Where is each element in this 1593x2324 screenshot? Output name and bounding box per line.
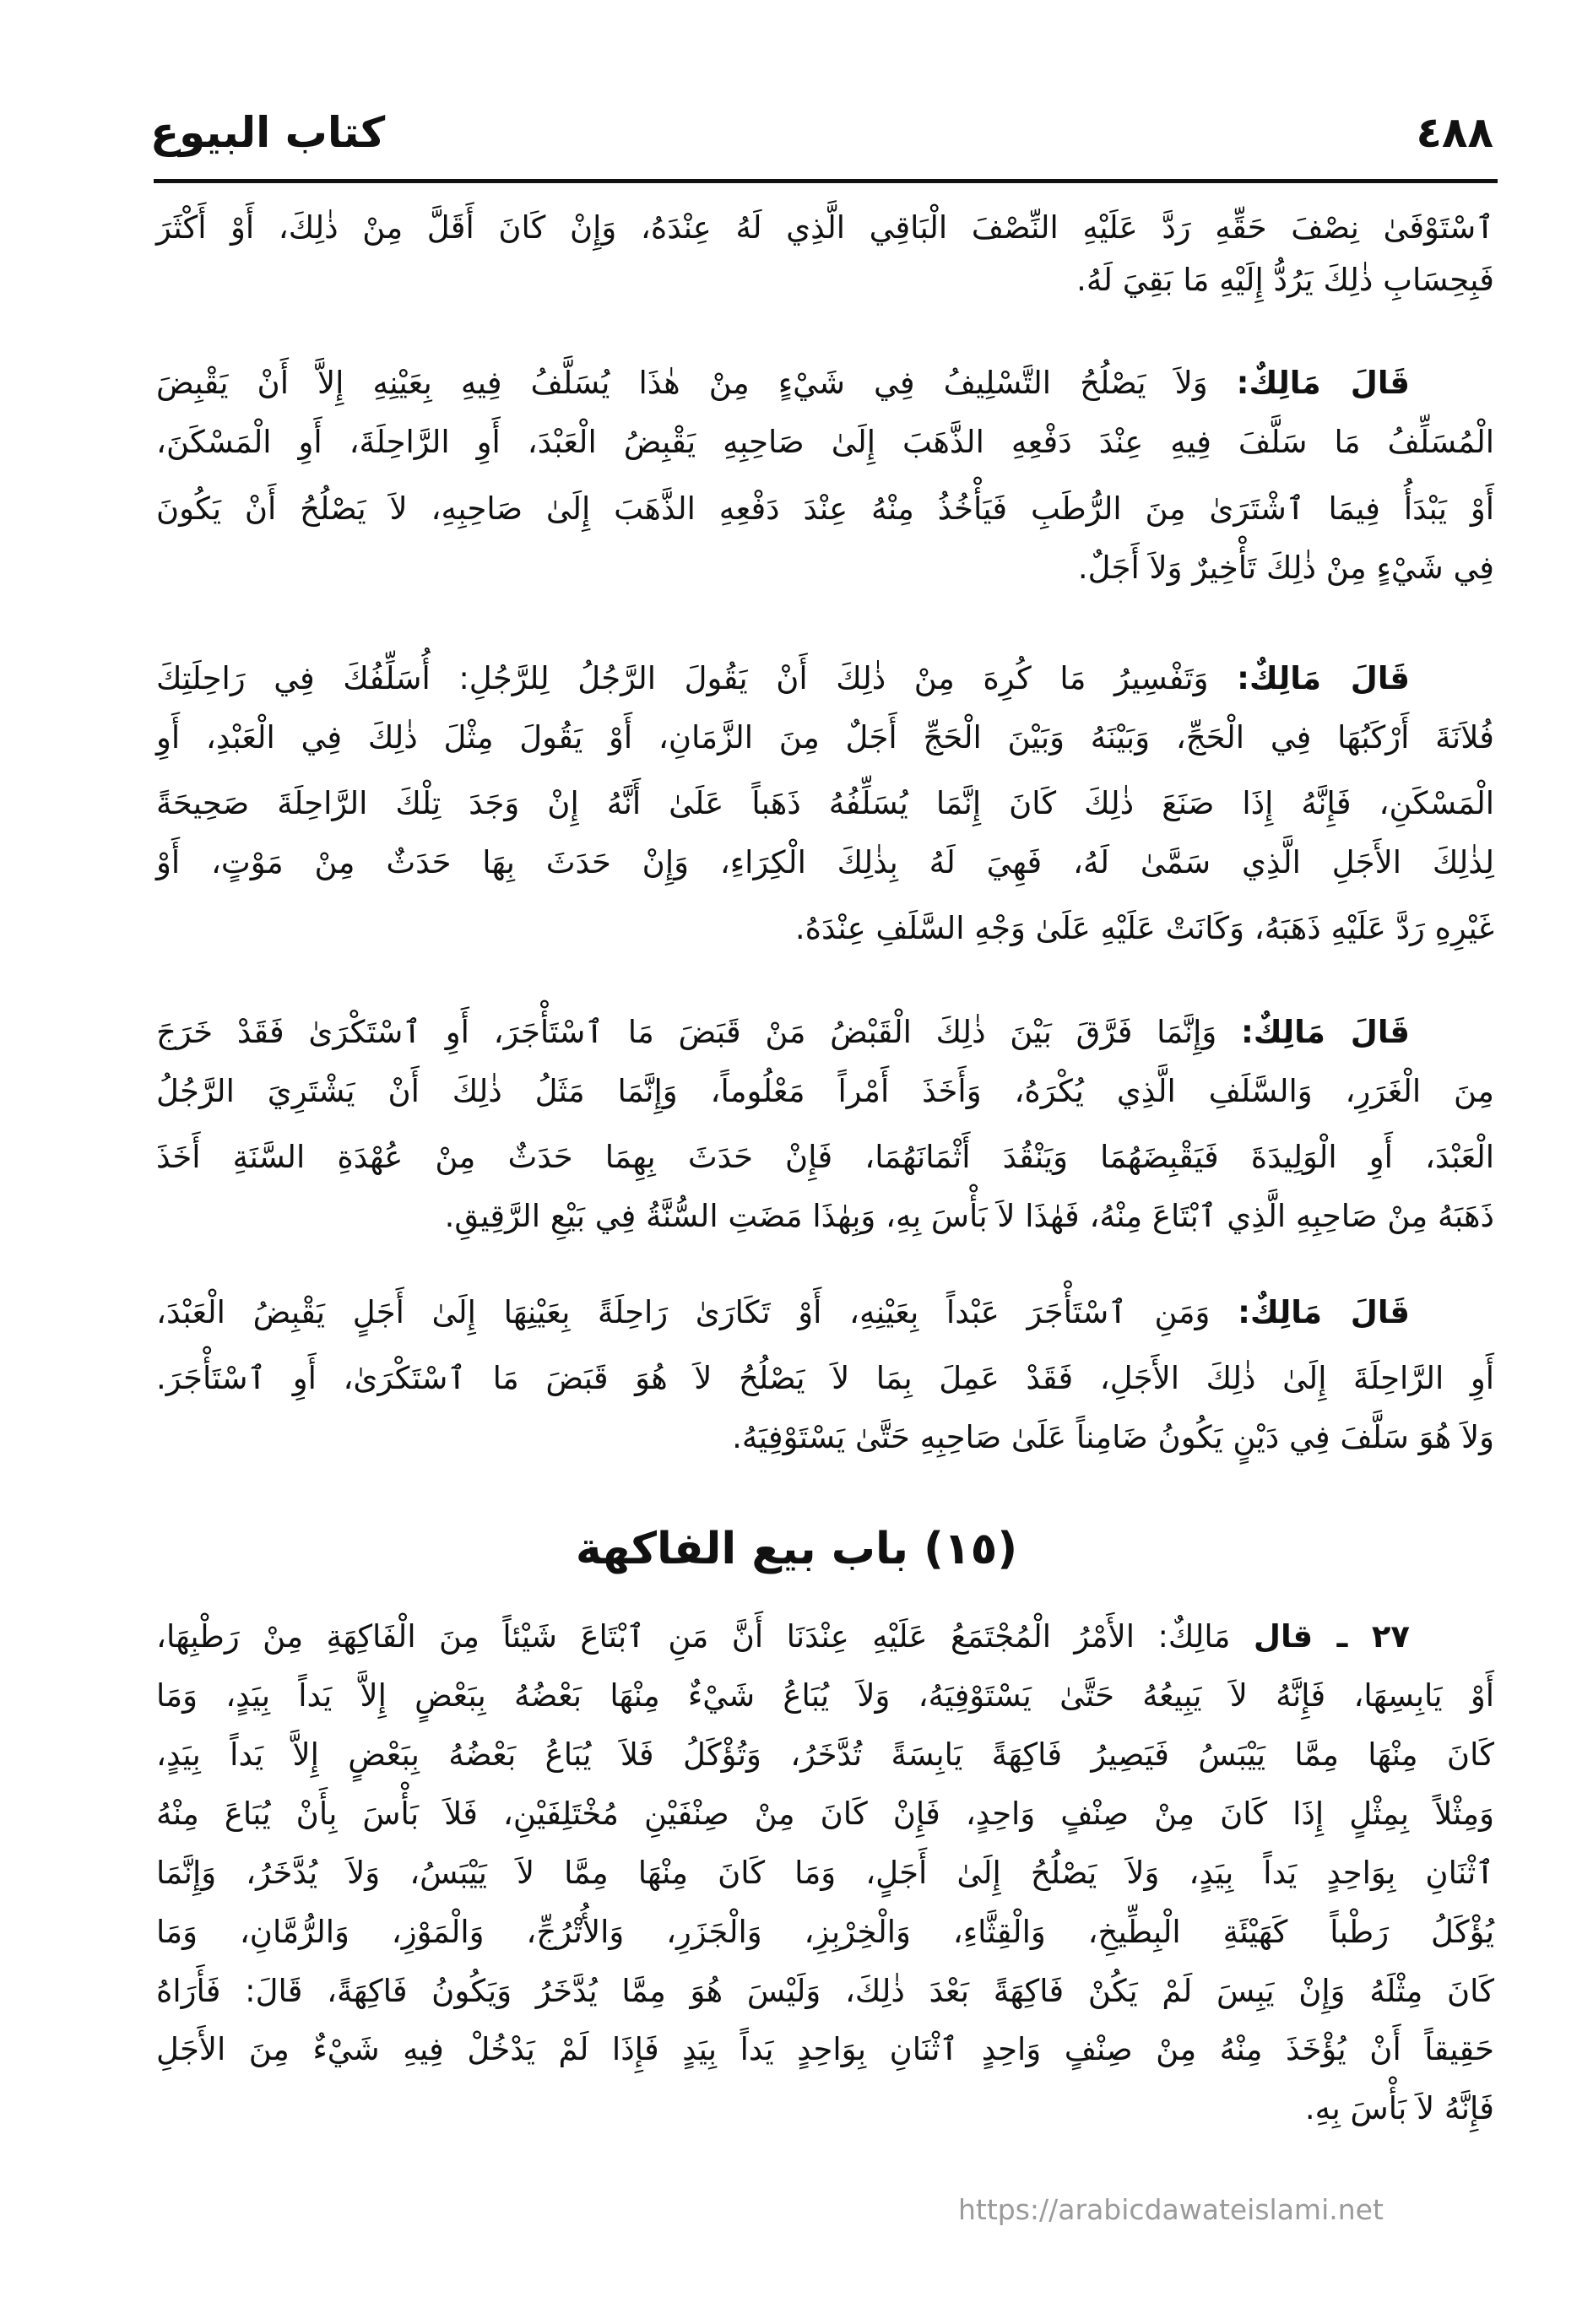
speaker-lead: قَالَ مَالِكٌ: bbox=[1237, 660, 1410, 696]
watermark-url: https://arabicdawateislami.net bbox=[958, 2193, 1384, 2226]
text-line bbox=[156, 1007, 1494, 1058]
text-line bbox=[156, 1612, 1494, 1662]
text-line bbox=[156, 1730, 1494, 1780]
speaker-lead: قَالَ مَالِكٌ: bbox=[1240, 1014, 1410, 1050]
line-text: وَلاَ يَصْلُحُ التَّسْلِيفُ فِي شَيْءٍ مِنْ هٰذَا يُسَلَّفُ فِيهِ بِعَيْنِهِ إِلاَّ أَنْ يَقْبِضَ bbox=[156, 365, 1208, 401]
page-number: ٤٨٨ bbox=[1416, 108, 1493, 157]
line-text: الْمَسْكَنِ، فَإِنَّهُ إِذَا صَنَعَ ذٰلِكَ كَانَ إِنَّمَا يُسَلِّفُهُ ذَهَباً عَلَىٰ أَنَّهُ إِنْ وَجَدَ تِلْكَ الرَّاحِلَةَ صَحِيحَةً bbox=[156, 785, 1494, 821]
line-text: حَقِيقاً أَنْ يُؤْخَذَ مِنْهُ مِنْ صِنْفٍ وَاحِدٍ ٱثْنَانِ بِوَاحِدٍ يَداً بِيَدٍ فَإِذَا لَمْ يَدْخُلْ فِيهِ شَيْءٌ مِنَ الأَجَلِ bbox=[156, 2031, 1494, 2067]
text-line bbox=[156, 543, 1494, 593]
text-line bbox=[156, 203, 1494, 253]
text-line bbox=[156, 1287, 1494, 1338]
text-line bbox=[156, 1132, 1494, 1183]
line-text: الْمُسَلِّفُ مَا سَلَّفَ فِيهِ عِنْدَ دَفْعِهِ الذَّهَبَ إِلَىٰ صَاحِبِهِ يَقْبِضُ الْعَبْدَ، أَوِ الرَّاحِلَةَ، أَوِ الْمَسْكَنَ، bbox=[156, 424, 1494, 460]
text-line bbox=[156, 1191, 1494, 1242]
line-text: الْعَبْدَ، أَوِ الْوَلِيدَةَ فَيَقْبِضَهُمَا وَيَنْقُدَ أَثْمَانَهُمَا، فَإِنْ حَدَثَ بِهِمَا حَدَثٌ مِنْ عُهْدَةِ السَّنَةِ أَخَذَ bbox=[156, 1139, 1494, 1175]
text-line bbox=[156, 837, 1494, 888]
line-text: فُلاَنَةَ أَرْكَبُهَا فِي الْحَجِّ، وَبَيْنَهُ وَبَيْنَ الْحَجِّ أَجَلٌ مِنَ الزَّمَانِ، أَوْ يَقُولَ مِثْلَ ذٰلِكَ فِي الْعَبْدِ، أَوِ bbox=[156, 719, 1494, 756]
line-text: وَمِثْلاً بِمِثْلٍ إِذَا كَانَ مِنْ صِنْفٍ وَاحِدٍ، فَإِنْ كَانَ مِنْ صِنْفَيْنِ مُخْتَلِفَيْنِ، فَلاَ بَأْسَ بِأَنْ يُبَاعَ مِنْهُ bbox=[156, 1796, 1494, 1832]
speaker-lead: قَالَ مَالِكٌ: bbox=[1236, 365, 1410, 401]
line-text: ذَهَبَهُ مِنْ صَاحِبِهِ الَّذِي ٱبْتَاعَ مِنْهُ، فَهٰذَا لاَ بَأْسَ بِهِ، وَبِهٰذَا مَضَتِ السُّنَّةُ فِي بَيْعِ الرَّقِيقِ. bbox=[444, 1198, 1494, 1234]
speaker-lead: قَالَ مَالِكٌ: bbox=[1238, 1294, 1411, 1330]
speaker-lead: ٢٧ ـ قال bbox=[1253, 1618, 1411, 1655]
line-text: مَالِكٌ: الأَمْرُ الْمُجْتَمَعُ عَلَيْهِ عِنْدَنَا أَنَّ مَنِ ٱبْتَاعَ شَيْئاً مِنَ الْفَاكِهَةِ مِنْ رَطْبِهَا، bbox=[156, 1618, 1231, 1655]
line-text: مِنَ الْغَرَرِ، وَالسَّلَفِ الَّذِي يُكْرَهُ، وَأَخَذَ أَمْراً مَعْلُوماً، وَإِنَّمَا مَثَلُ ذٰلِكَ أَنْ يَشْتَرِيَ الرَّجُلُ bbox=[156, 1073, 1494, 1109]
line-text: وَإِنَّمَا فَرَّقَ بَيْنَ ذٰلِكَ الْقَبْضُ مَنْ قَبَضَ مَا ٱسْتَأْجَرَ، أَوِ ٱسْتَكْرَىٰ فَقَدْ خَرَجَ bbox=[156, 1014, 1217, 1050]
line-text: لِذٰلِكَ الأَجَلِ الَّذِي سَمَّىٰ لَهُ، فَهِيَ لَهُ بِذٰلِكَ الْكِرَاءِ، وَإِنْ حَدَثَ بِهَا حَدَثٌ مِنْ مَوْتٍ، أَوْ bbox=[156, 844, 1494, 880]
line-text: فِي شَيْءٍ مِنْ ذٰلِكَ تَأْخِيرٌ وَلاَ أَجَلٌ. bbox=[1077, 550, 1494, 586]
text-line bbox=[156, 1671, 1494, 1721]
line-text: كَانَ مِثْلَهُ وَإِنْ يَبِسَ لَمْ يَكُنْ فَاكِهَةً بَعْدَ ذٰلِكَ، وَلَيْسَ هُوَ مِمَّا يُدَّخَرُ وَيَكُونُ فَاكِهَةً، قَالَ: فَأَرَاهُ bbox=[156, 1973, 1494, 2009]
running-title: كتاب البيوع bbox=[150, 108, 386, 157]
line-text: يُؤْكَلُ رَطْباً كَهَيْئَةِ الْبِطِّيخِ، وَالْقِثَّاءِ، وَالْخِرْبِزِ، وَالْجَزَرِ، وَالأُتْرُجِّ، وَالْمَوْزِ، وَالرُّمَّانِ، وَمَا bbox=[156, 1914, 1494, 1950]
line-text: أَوِ الرَّاحِلَةَ إِلَىٰ ذٰلِكَ الأَجَلِ، فَقَدْ عَمِلَ بِمَا لاَ يَصْلُحُ لاَ هُوَ قَبَضَ مَا ٱسْتَكْرَىٰ، أَوِ ٱسْتَأْجَرَ. bbox=[156, 1360, 1494, 1396]
text-line bbox=[156, 712, 1494, 763]
line-text: وَتَفْسِيرُ مَا كُرِهَ مِنْ ذٰلِكَ أَنْ يَقُولَ الرَّجُلُ لِلرَّجُلِ: أُسَلِّفُكَ فِي رَاحِلَتِكَ bbox=[156, 660, 1209, 696]
text-line bbox=[156, 358, 1494, 409]
line-text: كَانَ مِنْهَا مِمَّا يَيْبَسُ فَيَصِيرُ فَاكِهَةً يَابِسَةً تُدَّخَرُ، وَتُؤْكَلُ فَلاَ يُبَاعُ بَعْضُهُ بِبَعْضٍ إِلاَّ يَداً بِيَدٍ، bbox=[156, 1736, 1494, 1773]
text-line bbox=[156, 1066, 1494, 1117]
text-line bbox=[156, 1848, 1494, 1899]
line-text: أَوْ يَابِسِهَا، فَإِنَّهُ لاَ يَبِيعُهُ حَتَّىٰ يَسْتَوْفِيَهُ، وَلاَ يُبَاعُ شَيْءٌ مِنْهَا بَعْضُهُ بِبَعْضٍ إِلاَّ يَداً بِيَدٍ، وَمَا bbox=[156, 1677, 1494, 1714]
text-line bbox=[156, 417, 1494, 468]
line-text: غَيْرِهِ رَدَّ عَلَيْهِ ذَهَبَهُ، وَكَانَتْ عَلَيْهِ عَلَىٰ وَجْهِ السَّلَفِ عِنْدَهُ. bbox=[794, 910, 1494, 946]
line-text: ٱسْتَوْفَىٰ نِصْفَ حَقِّهِ رَدَّ عَلَيْهِ النِّصْفَ الْبَاقِي الَّذِي لَهُ عِنْدَهُ، وَإِنْ كَانَ أَقَلَّ مِنْ ذٰلِكَ، أَوْ أَكْثَرَ bbox=[156, 209, 1494, 246]
text-line bbox=[156, 255, 1494, 306]
text-line bbox=[156, 903, 1494, 954]
line-text: فَإِنَّهُ لاَ بَأْسَ بِهِ. bbox=[1304, 2090, 1494, 2126]
text-line bbox=[156, 1789, 1494, 1839]
line-text: فَبِحِسَابِ ذٰلِكَ يَرُدُّ إِلَيْهِ مَا بَقِيَ لَهُ. bbox=[1076, 262, 1494, 298]
line-text: أَوْ يَبْدَأُ فِيمَا ٱشْتَرَىٰ مِنَ الرُّطَبِ فَيَأْخُذُ مِنْهُ عِنْدَ دَفْعِهِ الذَّهَبَ إِلَىٰ صَاحِبِهِ، لاَ يَصْلُحُ أَنْ يَكُونَ bbox=[156, 490, 1494, 527]
text-line bbox=[156, 2024, 1494, 2075]
text-line bbox=[156, 1907, 1494, 1958]
text-line bbox=[156, 1412, 1494, 1463]
text-line bbox=[156, 2083, 1494, 2134]
line-text: وَلاَ هُوَ سَلَّفَ فِي دَيْنٍ يَكُونُ ضَامِناً عَلَىٰ صَاحِبِهِ حَتَّىٰ يَسْتَوْفِيَهُ. bbox=[732, 1419, 1494, 1455]
text-line bbox=[156, 1966, 1494, 2017]
line-text: ٱثْنَانِ بِوَاحِدٍ يَداً بِيَدٍ، وَلاَ يَصْلُحُ إِلَىٰ أَجَلٍ، وَمَا كَانَ مِنْهَا مِمَّا لاَ يَيْبَسُ، وَلاَ يُدَّخَرُ، وَإِنَّمَا bbox=[156, 1855, 1494, 1891]
text-line bbox=[156, 1353, 1494, 1404]
text-line bbox=[156, 778, 1494, 829]
text-line bbox=[156, 484, 1494, 534]
header-rule bbox=[154, 179, 1498, 183]
text-line bbox=[156, 653, 1494, 704]
line-text: وَمَنِ ٱسْتَأْجَرَ عَبْداً بِعَيْنِهِ، أَوْ تَكَارَىٰ رَاحِلَةً بِعَيْنِهَا إِلَىٰ أَجَلٍ يَقْبِضُ الْعَبْدَ، bbox=[156, 1294, 1211, 1330]
section-heading: (١٥) باب بيع الفاكهة bbox=[575, 1524, 1018, 1574]
